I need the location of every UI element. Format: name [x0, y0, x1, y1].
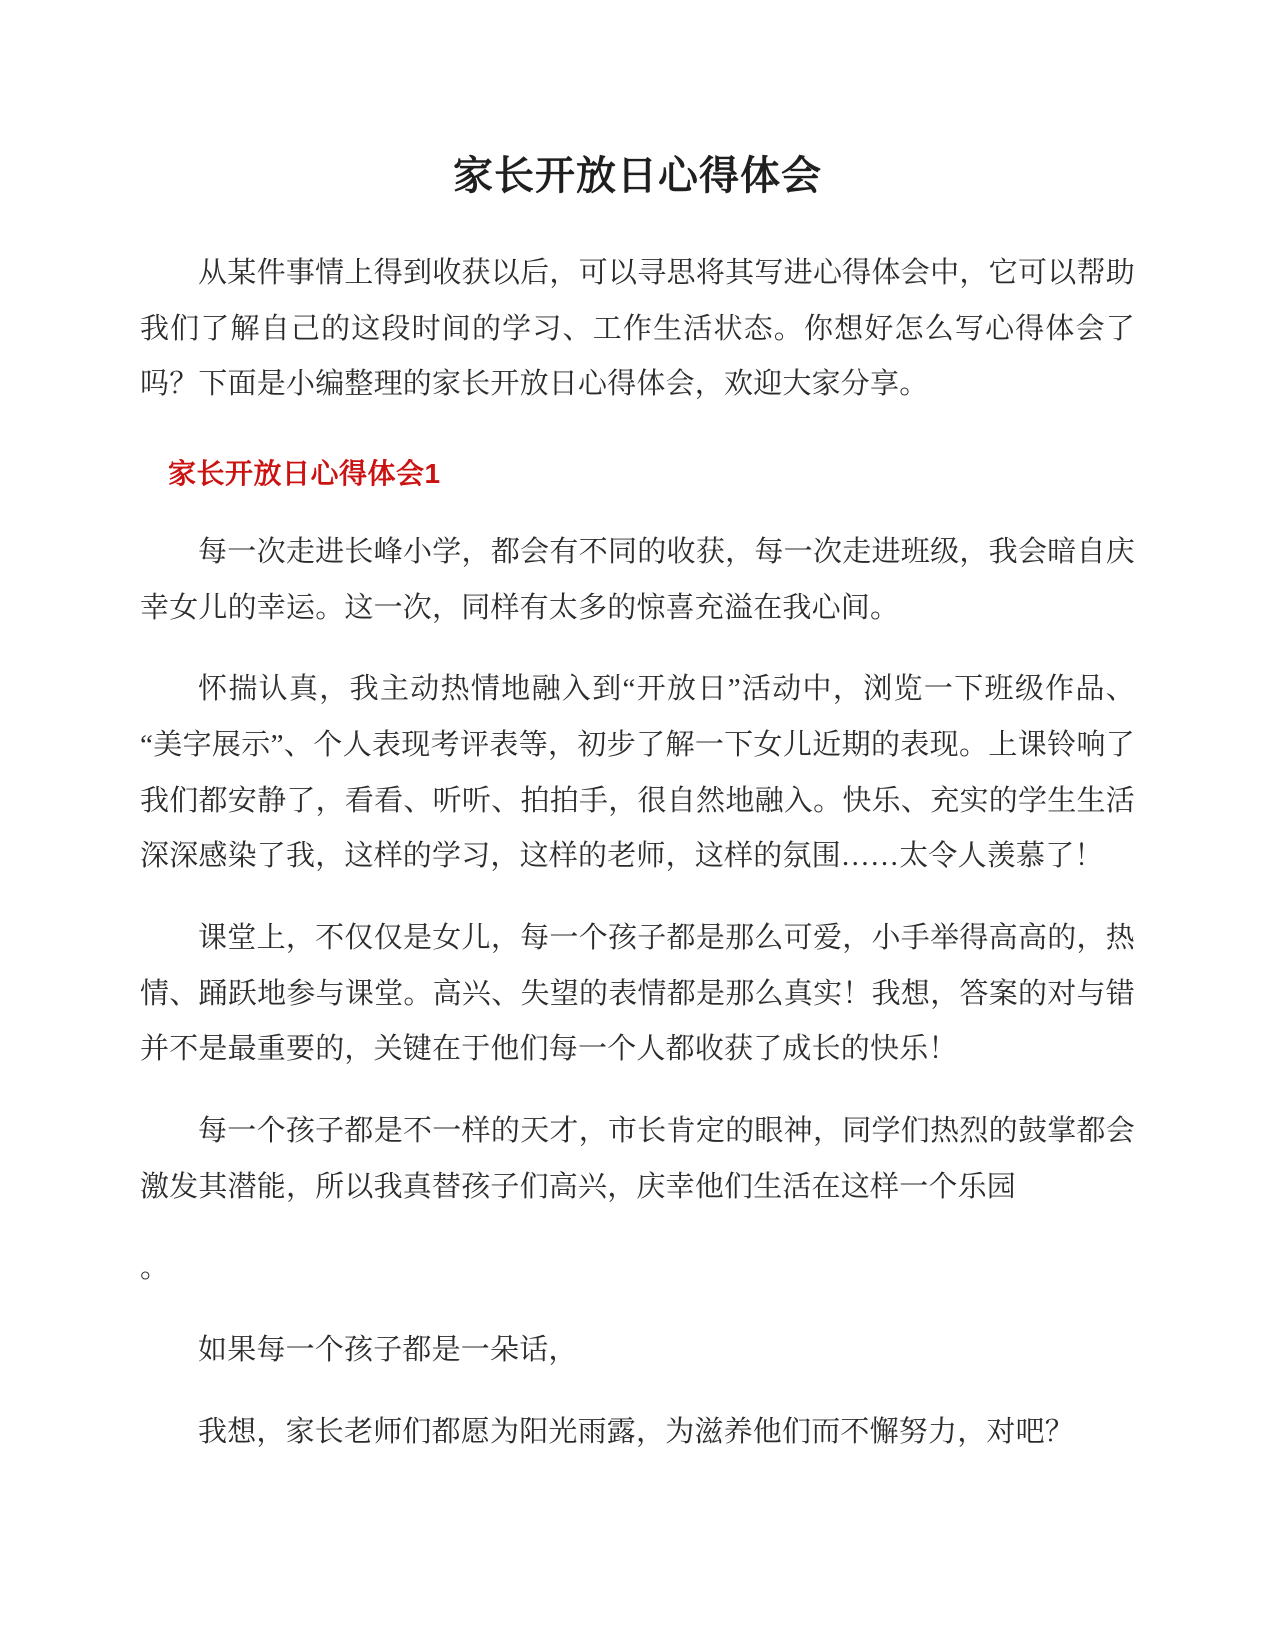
body-paragraph-4: 每一个孩子都是不一样的天才，市长肯定的眼神，同学们热烈的鼓掌都会激发其潜能，所以我真替孩子们高兴，庆幸他们生活在这样一个乐园 — [140, 1115, 1135, 1203]
intro-paragraph: 从某件事情上得到收获以后，可以寻思将其写进心得体会中，它可以帮助我们了解自己的这段时间的学习、工作生活状态。你想好怎么写心得体会了吗？下面是小编整理的家长开放日心得体会，欢迎大家分享。 — [140, 257, 1135, 401]
orphan-punctuation: 。 — [140, 1252, 170, 1285]
body-paragraph-6: 我想，家长老师们都愿为阳光雨露，为滋养他们而不懈努力，对吧？ — [198, 1415, 1075, 1448]
body-paragraph-2: 怀揣认真，我主动热情地融入到“开放日”活动中，浏览一下班级作品、“美字展示”、个人表现考评表等，初步了解一下女儿近期的表现。上课铃响了我们都安静了，看看、听听、拍拍手，很自然地融入。快乐、充实的学生生活深深感染了我，这样的学习，这样的老师，这样的氛围……太令人羡慕了！ — [140, 673, 1135, 873]
body-paragraph-1: 每一次走进长峰小学，都会有不同的收获，每一次走进班级，我会暗自庆幸女儿的幸运。这一次，同样有太多的惊喜充溢在我心间。 — [140, 536, 1135, 624]
page-title: 家长开放日心得体会 — [453, 154, 822, 198]
body-paragraph-3: 课堂上，不仅仅是女儿，每一个孩子都是那么可爱，小手举得高高的，热情、踊跃地参与课堂。高兴、失望的表情都是那么真实！我想，答案的对与错并不是最重要的，关键在于他们每一个人都收获了成长的快乐！ — [140, 922, 1135, 1066]
body-paragraph-5: 如果每一个孩子都是一朵话， — [198, 1334, 578, 1367]
section-heading-1: 家长开放日心得体会1 — [168, 458, 441, 490]
